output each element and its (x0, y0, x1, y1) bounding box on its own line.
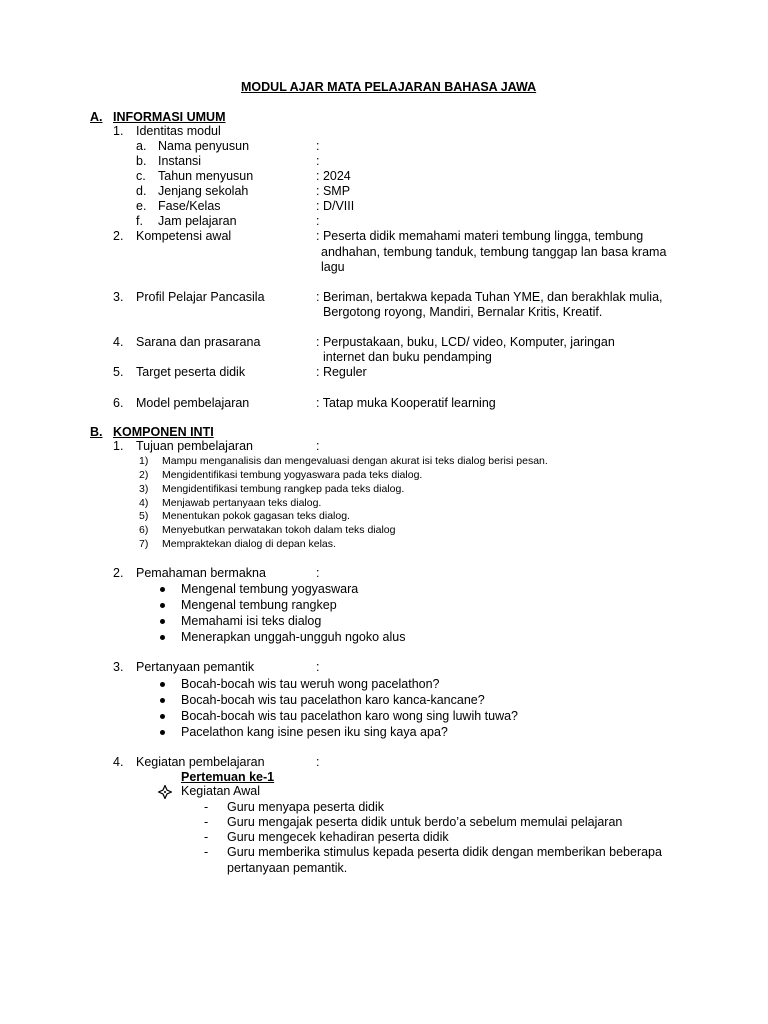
identitas-item-letter: e. (136, 199, 147, 213)
identitas-num: 1. (113, 124, 124, 138)
tujuan-item-text: Menyebutkan perwatakan tokoh dalam teks dialog (162, 524, 396, 536)
profil-num: 3. (113, 290, 124, 304)
tujuan-item-num: 6) (139, 524, 149, 536)
profil-line: : Beriman, bertakwa kepada Tuhan YME, dan berakhlak mulia, (316, 290, 663, 304)
identitas-item-letter: a. (136, 139, 147, 153)
identitas-item-label: Fase/Kelas (158, 199, 221, 213)
dash-bullet: - (204, 845, 209, 859)
target-value: : Reguler (316, 365, 367, 379)
identitas-item-letter: c. (136, 169, 146, 183)
section-a-heading: INFORMASI UMUM (113, 110, 226, 124)
pertemuan-heading: Pertemuan ke-1 (181, 770, 275, 784)
pemahaman-num: 2. (113, 566, 124, 580)
tujuan-item-num: 3) (139, 483, 149, 495)
pemahaman-item: Mengenal tembung rangkep (181, 598, 337, 612)
tujuan-item-num: 4) (139, 497, 149, 509)
kegiatan-awal-label: Kegiatan Awal (181, 784, 260, 798)
sarana-line: : Perpustakaan, buku, LCD/ video, Komputer, jaringan (316, 335, 615, 349)
pertanyaan-num: 3. (113, 660, 124, 674)
pertanyaan-item: Pacelathon kang isine pesen iku sing kaya apa? (181, 725, 448, 739)
pertanyaan-item: Bocah-bocah wis tau pacelathon karo wong sing luwih tuwa? (181, 709, 519, 723)
identitas-item-letter: f. (136, 214, 143, 228)
page-title: MODUL AJAR MATA PELAJARAN BAHASA JAWA (241, 80, 537, 94)
kompetensi-label: Kompetensi awal (136, 229, 232, 243)
dash-bullet: - (204, 800, 209, 814)
kompetensi-line: lagu (321, 260, 345, 274)
dash-bullet: - (204, 830, 209, 844)
kegiatan-item: Guru mengajak peserta didik untuk berdo’a sebelum memulai pelajaran (227, 815, 623, 829)
identitas-label: Identitas modul (136, 124, 221, 138)
identitas-item-value: : SMP (316, 184, 351, 198)
tujuan-item-text: Menentukan pokok gagasan teks dialog. (162, 510, 350, 522)
tujuan-item-text: Menjawab pertanyaan teks dialog. (162, 497, 322, 509)
identitas-item-value: : D/VIII (316, 199, 355, 213)
kegiatan-num: 4. (113, 755, 124, 769)
kegiatan-colon: : (316, 755, 320, 769)
kompetensi-num: 2. (113, 229, 124, 243)
model-label: Model pembelajaran (136, 396, 250, 410)
tujuan-item-text: Mengidentifikasi tembung rangkep pada teks dialog. (162, 483, 405, 495)
identitas-item-value: : (316, 154, 320, 168)
bullet-icon (160, 714, 165, 719)
bullet-icon (160, 698, 165, 703)
profil-label: Profil Pelajar Pancasila (136, 290, 265, 304)
section-b-letter: B. (90, 425, 103, 439)
bullet-icon (160, 587, 165, 592)
tujuan-item-text: Mampu menganalisis dan mengevaluasi dengan akurat isi teks dialog berisi pesan. (162, 455, 548, 467)
bullet-icon (160, 603, 165, 608)
kegiatan-item: Guru mengecek kehadiran peserta didik (227, 830, 449, 844)
pertanyaan-item: Bocah-bocah wis tau pacelathon karo kanca-kancane? (181, 693, 485, 707)
pemahaman-item: Menerapkan unggah-ungguh ngoko alus (181, 630, 406, 644)
identitas-item-label: Nama penyusun (158, 139, 250, 153)
pertanyaan-label: Pertanyaan pemantik (136, 660, 255, 674)
bullet-icon (160, 635, 165, 640)
kegiatan-item-continued: pertanyaan pemantik. (227, 861, 348, 875)
identitas-item-value: : (316, 139, 320, 153)
profil-line: Bergotong royong, Mandiri, Bernalar Kritis, Kreatif. (323, 305, 603, 319)
pertanyaan-colon: : (316, 660, 320, 674)
tujuan-item-num: 5) (139, 510, 149, 522)
pertanyaan-item: Bocah-bocah wis tau weruh wong pacelathon? (181, 677, 440, 691)
target-label: Target peserta didik (136, 365, 246, 379)
identitas-item-label: Instansi (158, 154, 202, 168)
tujuan-item-num: 1) (139, 455, 149, 467)
tujuan-num: 1. (113, 439, 124, 453)
pemahaman-colon: : (316, 566, 320, 580)
sarana-num: 4. (113, 335, 124, 349)
diamond-bullet-icon (158, 785, 172, 799)
identitas-item-value: : 2024 (316, 169, 351, 183)
kegiatan-item: Guru memberika stimulus kepada peserta didik dengan memberikan beberapa (227, 845, 662, 859)
target-num: 5. (113, 365, 124, 379)
kompetensi-line: andhahan, tembung tanduk, tembung tanggap lan basa krama (321, 245, 667, 259)
identitas-item-letter: d. (136, 184, 147, 198)
bullet-icon (160, 619, 165, 624)
sarana-line: internet dan buku pendamping (323, 350, 492, 364)
bullet-icon (160, 682, 165, 687)
dash-bullet: - (204, 815, 209, 829)
kegiatan-label: Kegiatan pembelajaran (136, 755, 265, 769)
tujuan-item-num: 2) (139, 469, 149, 481)
tujuan-colon: : (316, 439, 320, 453)
kegiatan-item: Guru menyapa peserta didik (227, 800, 385, 814)
identitas-item-label: Jam pelajaran (158, 214, 237, 228)
sarana-label: Sarana dan prasarana (136, 335, 261, 349)
model-num: 6. (113, 396, 124, 410)
pemahaman-item: Memahami isi teks dialog (181, 614, 322, 628)
tujuan-item-num: 7) (139, 538, 149, 550)
bullet-icon (160, 730, 165, 735)
pemahaman-item: Mengenal tembung yogyaswara (181, 582, 359, 596)
tujuan-label: Tujuan pembelajaran (136, 439, 253, 453)
pemahaman-label: Pemahaman bermakna (136, 566, 266, 580)
tujuan-item-text: Mempraktekan dialog di depan kelas. (162, 538, 336, 550)
identitas-item-label: Jenjang sekolah (158, 184, 249, 198)
section-b-heading: KOMPONEN INTI (113, 425, 214, 439)
identitas-item-value: : (316, 214, 320, 228)
model-value: : Tatap muka Kooperatif learning (316, 396, 496, 410)
identitas-item-label: Tahun menyusun (158, 169, 254, 183)
kompetensi-line: : Peserta didik memahami materi tembung lingga, tembung (316, 229, 644, 243)
identitas-item-letter: b. (136, 154, 147, 168)
tujuan-item-text: Mengidentifikasi tembung yogyaswara pada teks dialog. (162, 469, 423, 481)
section-a-letter: A. (90, 110, 103, 124)
